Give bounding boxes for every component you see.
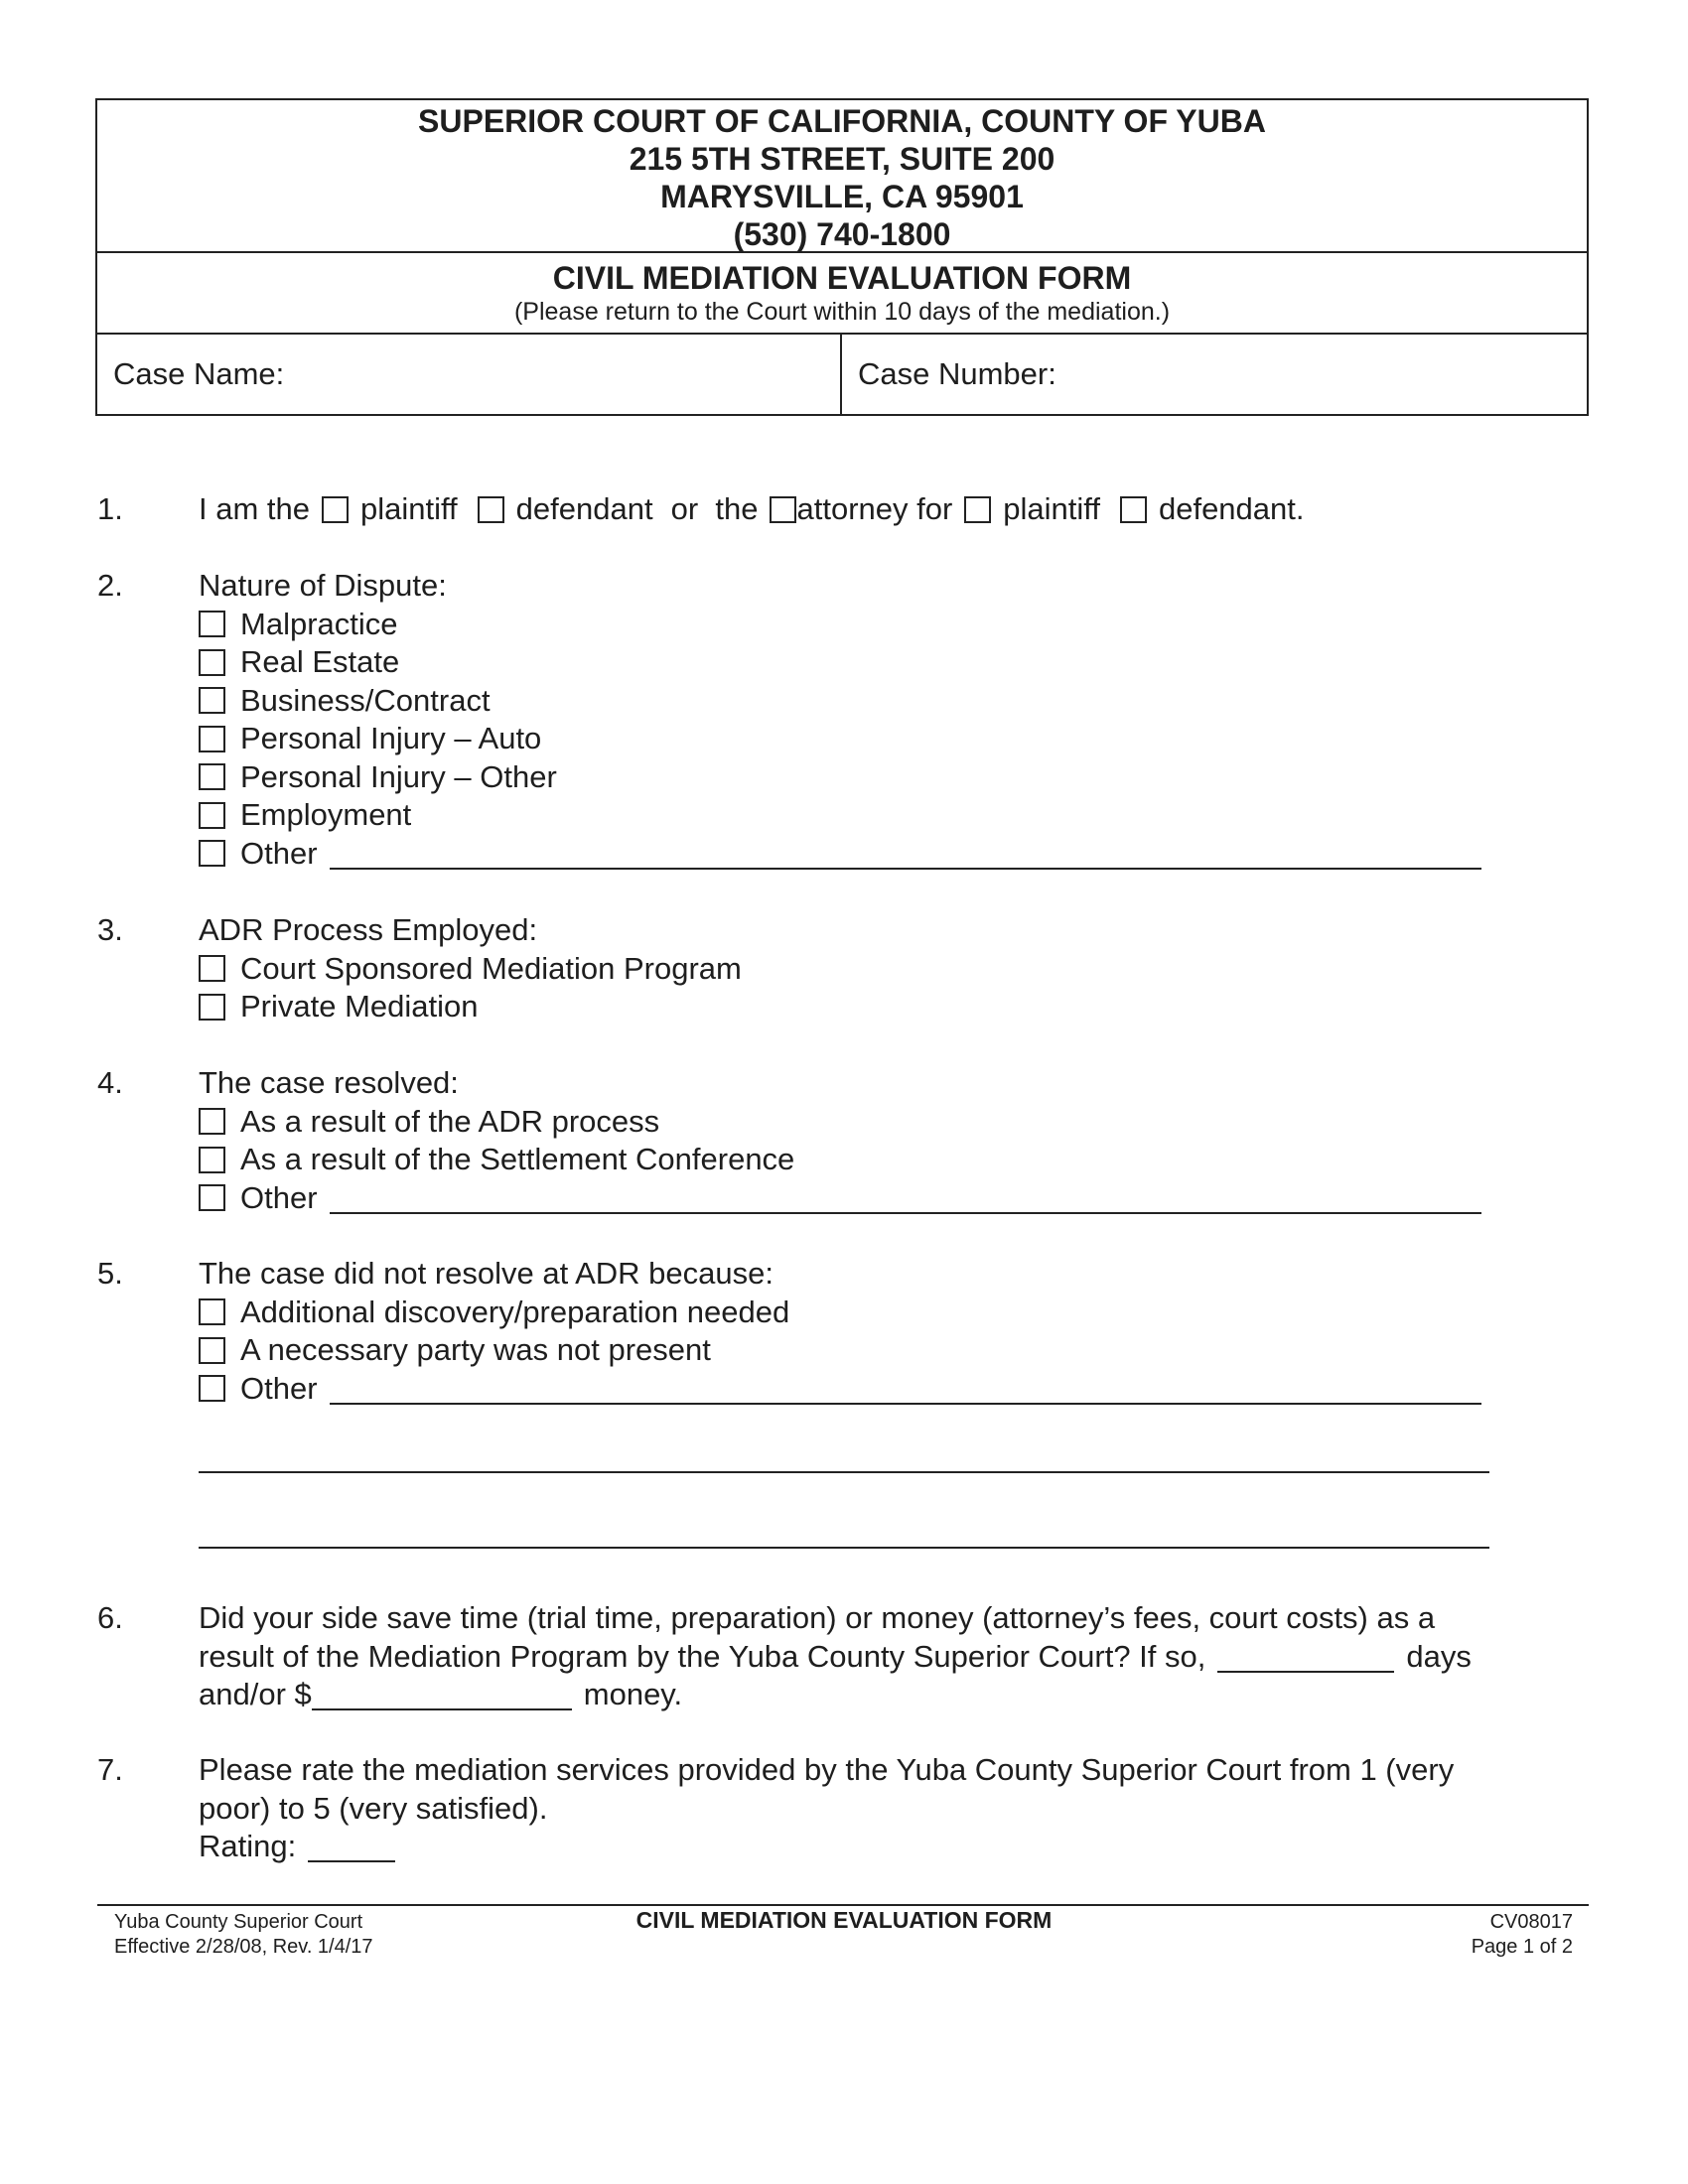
case-info-row — [97, 335, 1587, 414]
checkbox[interactable] — [199, 1184, 225, 1211]
case-number-label: Case Number: — [858, 356, 1056, 391]
checkbox[interactable] — [199, 1298, 225, 1325]
checkbox[interactable] — [199, 955, 225, 982]
footer-court: Yuba County Superior Court — [114, 1911, 363, 1933]
option-settlement-conference[interactable] — [199, 1141, 1668, 1179]
option-personal-injury-other[interactable] — [199, 758, 1668, 797]
form-title-block — [97, 253, 1587, 335]
checkbox[interactable] — [199, 1108, 225, 1135]
rating-field[interactable] — [308, 1831, 395, 1862]
question-number: 7. — [97, 1752, 123, 1787]
option-label: Private Mediation — [240, 989, 479, 1024]
option-other[interactable] — [199, 835, 1668, 874]
option-label: As a result of the ADR process — [240, 1103, 660, 1139]
q6-money-label: money. — [583, 1677, 683, 1711]
option-business-contract[interactable] — [199, 682, 1668, 721]
option-court-sponsored-mediation[interactable] — [199, 950, 1668, 989]
option-additional-discovery[interactable] — [199, 1294, 1668, 1332]
option-label: Business/Contract — [240, 682, 491, 718]
explanation-line-2[interactable] — [199, 1547, 1489, 1549]
checkbox[interactable] — [199, 763, 225, 790]
q6-and-or-label: and/or $ — [199, 1677, 312, 1711]
option-label: Employment — [240, 797, 412, 832]
option-label: Personal Injury – Auto — [240, 721, 542, 755]
court-address-line2: MARYSVILLE, CA 95901 — [660, 179, 1024, 214]
court-address-line1: 215 5TH STREET, SUITE 200 — [629, 141, 1055, 177]
q1-text-or-the: or the — [670, 491, 759, 526]
option-label: Malpractice — [240, 606, 398, 641]
option-private-mediation[interactable] — [199, 988, 1668, 1026]
q1-label-defendant: defendant — [515, 491, 653, 526]
q4-question: The case resolved: — [199, 1065, 459, 1100]
option-label: Other — [240, 1179, 318, 1215]
footer-effective: Effective 2/28/08, Rev. 1/4/17 — [114, 1936, 373, 1958]
q6-days-label: days — [1406, 1638, 1472, 1674]
option-label: Personal Injury – Other — [240, 758, 557, 794]
footer-title: CIVIL MEDIATION EVALUATION FORM — [635, 1907, 1053, 1933]
footer-form-code: CV08017 — [1489, 1911, 1573, 1933]
option-malpractice[interactable] — [199, 606, 1668, 644]
option-label: Other — [240, 835, 318, 871]
q1-label-attorney-for: attorney for — [796, 491, 953, 526]
checkbox[interactable] — [199, 1375, 225, 1402]
checkbox[interactable] — [199, 611, 225, 637]
checkbox-plaintiff[interactable] — [322, 496, 349, 523]
question-number: 5. — [97, 1256, 123, 1291]
footer-page-number: Page 1 of 2 — [1471, 1936, 1573, 1958]
q7-line-1: Please rate the mediation services provided by the Yuba County Superior Court from 1 (very — [199, 1752, 1455, 1787]
checkbox-attorney[interactable] — [770, 496, 796, 523]
question-number: 2. — [97, 568, 123, 603]
form-subtitle: (Please return to the Court within 10 days of the mediation.) — [513, 298, 1171, 326]
q6-line-1: Did your side save time (trial time, preparation) or money (attorney’s fees, court costs) as a — [199, 1600, 1436, 1635]
checkbox-attorney-plaintiff[interactable] — [964, 496, 991, 523]
checkbox[interactable] — [199, 802, 225, 829]
checkbox[interactable] — [199, 1337, 225, 1364]
option-label: A necessary party was not present — [240, 1332, 711, 1367]
q2-question: Nature of Dispute: — [199, 568, 447, 603]
q1-label-plaintiff: plaintiff — [360, 491, 458, 526]
money-saved-field[interactable] — [312, 1679, 572, 1710]
q6-line-2-text: result of the Mediation Program by the Yuba County Superior Court? If so, — [199, 1638, 1206, 1674]
checkbox[interactable] — [199, 687, 225, 714]
checkbox[interactable] — [199, 649, 225, 676]
footer-divider — [97, 1904, 1589, 1906]
q1-label-plaintiff-2: plaintiff — [1003, 491, 1100, 526]
court-phone: (530) 740-1800 — [733, 216, 951, 252]
option-label: Other — [240, 1370, 318, 1406]
option-label: Court Sponsored Mediation Program — [240, 950, 742, 986]
option-personal-injury-auto[interactable] — [199, 720, 1668, 758]
other-specify-line[interactable] — [330, 838, 1481, 870]
footer-right — [1472, 1910, 1573, 1960]
checkbox-attorney-defendant[interactable] — [1120, 496, 1147, 523]
option-label: As a result of the Settlement Conference — [240, 1142, 795, 1176]
checkbox[interactable] — [199, 994, 225, 1021]
q7-rating-row — [199, 1828, 1668, 1866]
q7-line-2: poor) to 5 (very satisfied). — [199, 1790, 548, 1826]
option-other[interactable] — [199, 1179, 1668, 1218]
option-real-estate[interactable] — [199, 643, 1668, 682]
q1-text-i-am-the: I am the — [199, 491, 310, 526]
option-other[interactable] — [199, 1370, 1668, 1409]
court-info — [97, 100, 1587, 253]
court-name: SUPERIOR COURT OF CALIFORNIA, COUNTY OF YUBA — [418, 103, 1266, 139]
question-number: 3. — [97, 912, 123, 947]
question-number: 6. — [97, 1600, 123, 1635]
days-saved-field[interactable] — [1217, 1641, 1394, 1673]
question-number: 4. — [97, 1065, 123, 1100]
option-adr-process[interactable] — [199, 1103, 1668, 1142]
q1-label-defendant-2: defendant. — [1158, 491, 1305, 526]
other-specify-line[interactable] — [330, 1373, 1481, 1405]
checkbox[interactable] — [199, 726, 225, 752]
rating-label: Rating: — [199, 1829, 297, 1863]
option-label: Additional discovery/preparation needed — [240, 1294, 790, 1329]
case-name-label: Case Name: — [113, 356, 285, 391]
q5-question: The case did not resolve at ADR because: — [199, 1256, 774, 1291]
option-employment[interactable] — [199, 796, 1668, 835]
q6-line-2 — [199, 1638, 1668, 1677]
other-specify-line[interactable] — [330, 1182, 1481, 1214]
explanation-line-1[interactable] — [199, 1471, 1489, 1473]
form-title: CIVIL MEDIATION EVALUATION FORM — [552, 260, 1132, 296]
case-name-field[interactable] — [97, 335, 842, 414]
case-number-field[interactable] — [842, 335, 1587, 414]
header-table — [95, 98, 1589, 416]
option-label: Real Estate — [240, 644, 400, 679]
checkbox[interactable] — [199, 1147, 225, 1173]
question-number: 1. — [97, 491, 123, 526]
checkbox-defendant[interactable] — [478, 496, 504, 523]
q3-question: ADR Process Employed: — [199, 912, 538, 947]
q6-line-3 — [199, 1676, 1668, 1714]
checkbox[interactable] — [199, 840, 225, 867]
option-necessary-party-absent[interactable] — [199, 1331, 1668, 1370]
q1-row — [199, 490, 1668, 529]
